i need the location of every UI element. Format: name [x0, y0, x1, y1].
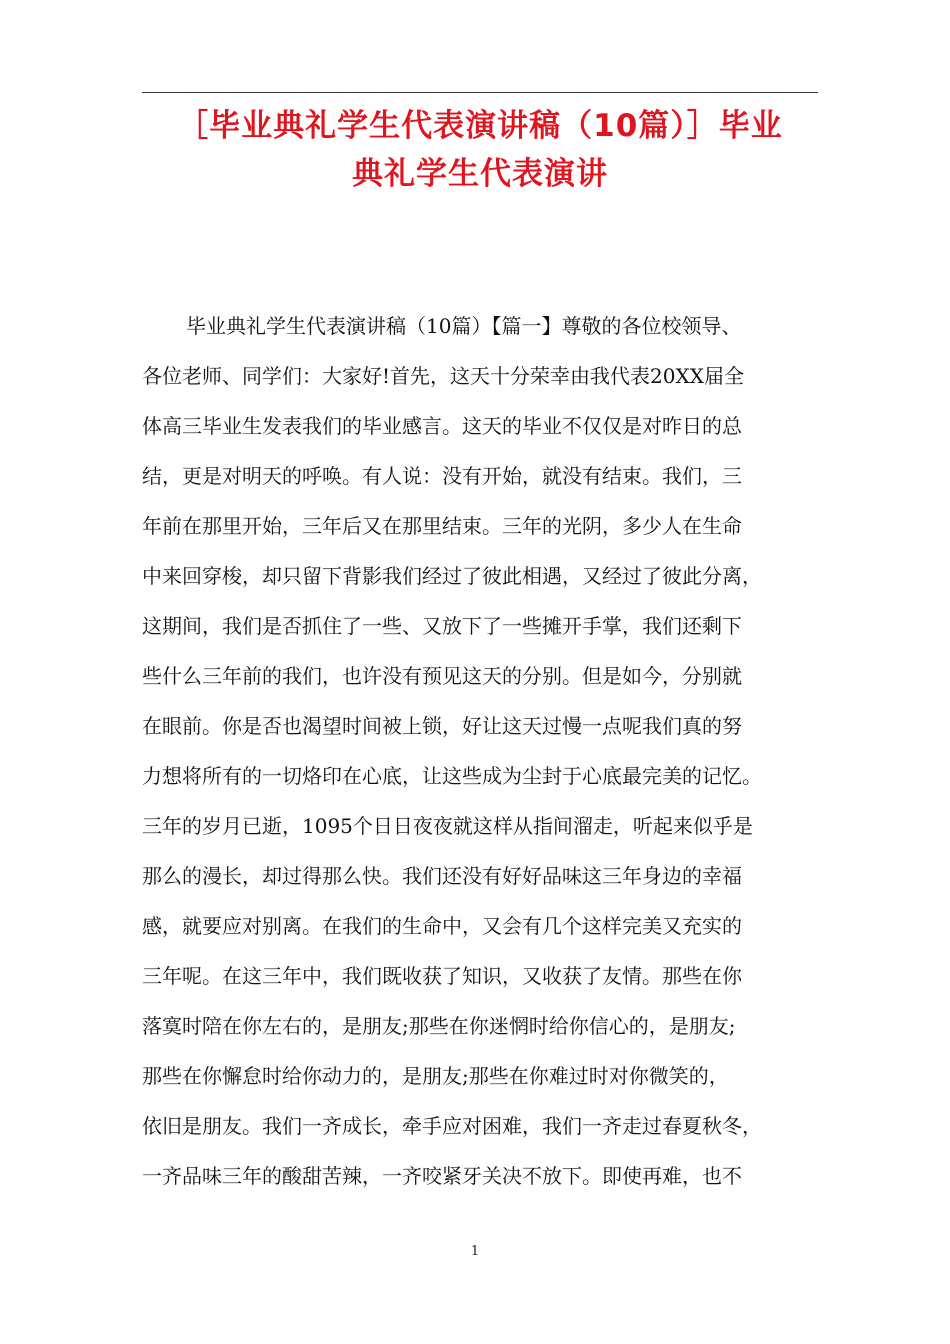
- body-line: 落寞时陪在你左右的，是朋友;那些在你迷惘时给你信心的，是朋友;: [142, 1014, 736, 1038]
- body-line: 一齐品味三年的酸甜苦辣，一齐咬紧牙关决不放下。即使再难，也不: [142, 1164, 742, 1188]
- body-line: 结，更是对明天的呼唤。有人说：没有开始，就没有结束。我们，三: [142, 464, 742, 488]
- body-line: 依旧是朋友。我们一齐成长，牵手应对困难，我们一齐走过春夏秋冬，: [142, 1114, 762, 1138]
- body-line: 三年呢。在这三年中，我们既收获了知识，又收获了友情。那些在你: [142, 964, 742, 988]
- header-rule: [142, 92, 818, 93]
- body-line: 那些在你懈怠时给你动力的，是朋友;那些在你难过时对你微笑的，: [142, 1064, 729, 1088]
- body-line: 年前在那里开始，三年后又在那里结束。三年的光阴，多少人在生命: [142, 514, 742, 538]
- body-line: 毕业典礼学生代表演讲稿（10篇）【篇一】尊敬的各位校领导、: [186, 314, 742, 338]
- body-line: 各位老师、同学们：大家好!首先，这天十分荣幸由我代表20XX届全: [142, 364, 744, 388]
- body-line: 这期间，我们是否抓住了一些、又放下了一些摊开手掌，我们还剩下: [142, 614, 742, 638]
- body-line: 在眼前。你是否也渴望时间被上锁，好让这天过慢一点呢我们真的努: [142, 714, 742, 738]
- body-line: 些什么三年前的我们，也许没有预见这天的分别。但是如今，分别就: [142, 664, 742, 688]
- title-line-1: ［毕业典礼学生代表演讲稿（10篇）］毕业: [177, 108, 783, 144]
- body-line: 体高三毕业生发表我们的毕业感言。这天的毕业不仅仅是对昨日的总: [142, 414, 742, 438]
- body-line: 那么的漫长，却过得那么快。我们还没有好好品味这三年身边的幸福: [142, 864, 742, 888]
- document-body: [142, 301, 822, 1201]
- body-line: 三年的岁月已逝，1095个日日夜夜就这样从指间溜走，听起来似乎是: [142, 814, 753, 838]
- body-line: 力想将所有的一切烙印在心底，让这些成为尘封于心底最完美的记忆。: [142, 764, 762, 788]
- body-line: 中来回穿梭，却只留下背影我们经过了彼此相遇，又经过了彼此分离，: [142, 564, 762, 588]
- title-line-2: 典礼学生代表演讲: [352, 156, 608, 192]
- document-title: [120, 102, 840, 198]
- page-number: 1: [470, 1244, 480, 1259]
- body-line: 感，就要应对别离。在我们的生命中，又会有几个这样完美又充实的: [142, 914, 742, 938]
